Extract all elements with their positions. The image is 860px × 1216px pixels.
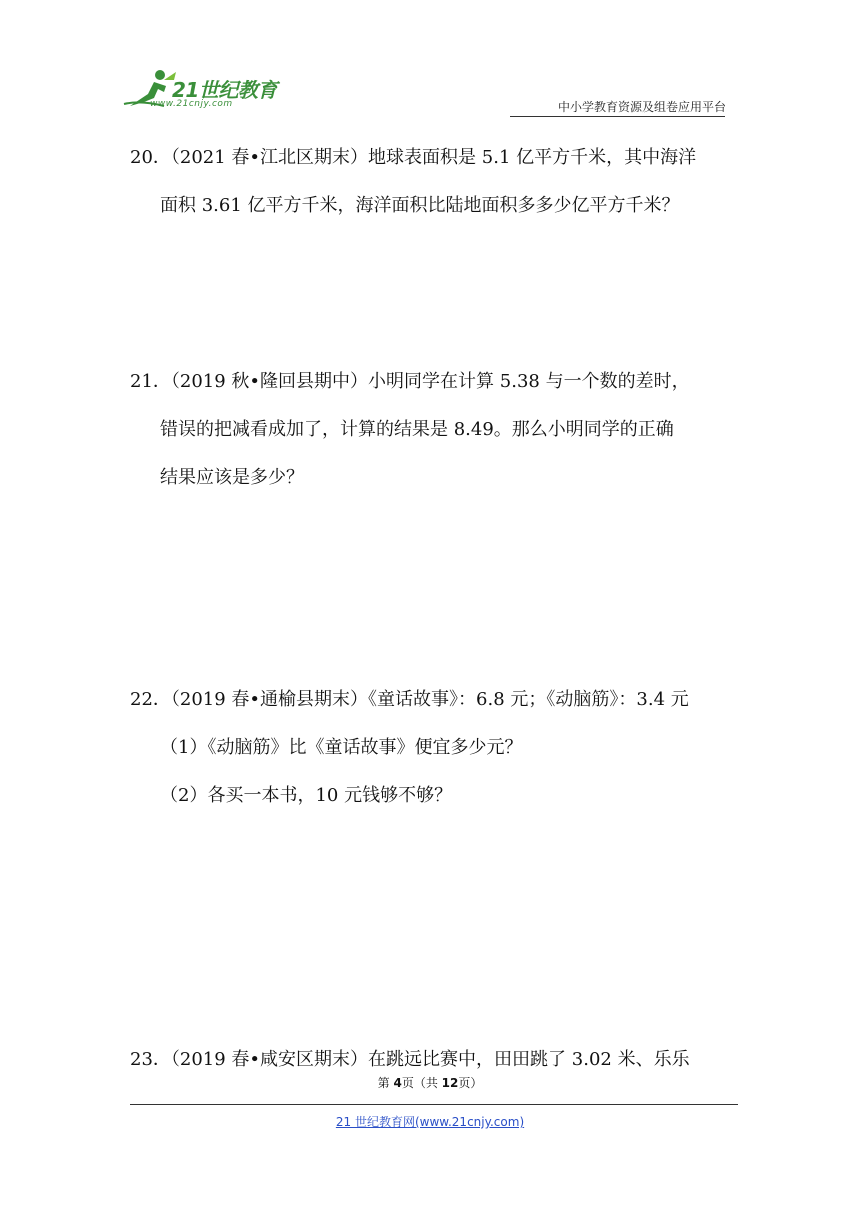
question-line: 面积 3.61 亿平方千米，海洋面积比陆地面积多多少亿平方千米？ — [160, 195, 680, 216]
logo-text: 21世纪教育 — [172, 78, 277, 102]
page-suffix: 页） — [458, 1076, 483, 1090]
page-number — [0, 1074, 860, 1091]
current-page: 4 — [393, 1076, 402, 1090]
logo-url: www.21cnjy.com — [150, 99, 233, 109]
question-subpart: （1）《动脑筋》比《童话故事》便宜多少元？ — [160, 737, 523, 758]
question-line: 21．（2019 秋•隆回县期中）小明同学在计算 5.38 与一个数的差时， — [130, 371, 690, 392]
footer-divider — [130, 1104, 738, 1105]
question-22 — [130, 676, 730, 820]
question-21 — [130, 358, 730, 502]
site-logo — [120, 66, 290, 116]
question-line: 20．（2021 春•江北区期末）地球表面积是 5.1 亿平方千米，其中海洋 — [130, 147, 697, 168]
question-line: 23．（2019 春•咸安区期末）在跳远比赛中，田田跳了 3.02 米、乐乐 — [130, 1049, 690, 1070]
header-divider — [510, 116, 725, 117]
question-line: 结果应该是多少？ — [160, 467, 304, 488]
total-pages: 12 — [441, 1076, 459, 1090]
question-line: 22．（2019 春•通榆县期末）《童话故事》：6.8 元；《动脑筋》：3.4 元 — [130, 689, 689, 710]
footer-site-link[interactable]: 21 世纪教育网(www.21cnjy.com) — [335, 1115, 525, 1129]
question-subpart: （2）各买一本书，10 元钱够不够？ — [160, 785, 453, 806]
page-header — [0, 0, 860, 130]
question-20 — [130, 134, 730, 230]
header-tagline: 中小学教育资源及组卷应用平台 — [557, 100, 726, 114]
question-line: 错误的把减看成加了，计算的结果是 8.49。那么小明同学的正确 — [160, 419, 674, 440]
page-prefix: 第 — [377, 1076, 394, 1090]
page-mid: 页（共 — [401, 1076, 442, 1090]
